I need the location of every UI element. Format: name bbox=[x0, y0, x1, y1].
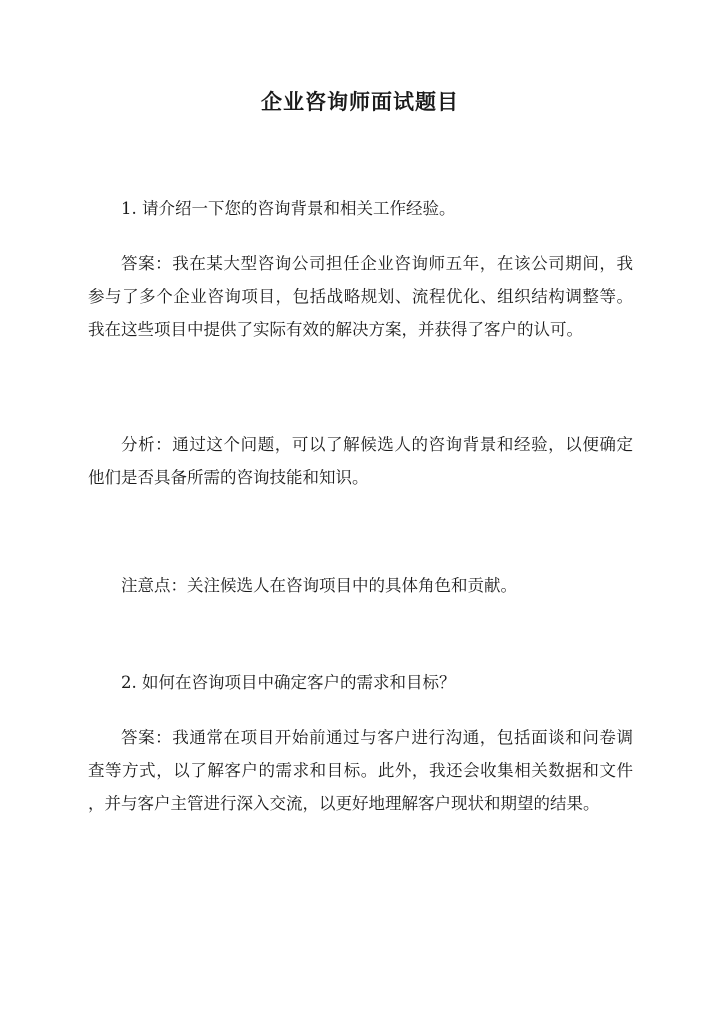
analysis-1-line: 分析：通过这个问题，可以了解候选人的咨询背景和经验，以便确定 bbox=[121, 435, 633, 454]
answer-1 bbox=[88, 247, 633, 346]
question-1-text: 1. 请介绍一下您的咨询背景和相关工作经验。 bbox=[121, 199, 456, 218]
analysis-1 bbox=[88, 428, 633, 494]
question-1 bbox=[88, 192, 633, 225]
document-title: 企业咨询师面试题目 bbox=[261, 89, 459, 114]
answer-1-line: 参与了多个企业咨询项目，包括战略规划、流程优化、组织结构调整等。 bbox=[88, 287, 633, 306]
answer-2-line: 查等方式，以了解客户的需求和目标。此外，我还会收集相关数据和文件 bbox=[88, 761, 633, 780]
note-1 bbox=[88, 569, 633, 602]
answer-2-line: ，并与客户主管进行深入交流，以更好地理解客户现状和期望的结果。 bbox=[88, 794, 600, 813]
answer-2 bbox=[88, 721, 633, 820]
note-1-text: 注意点：关注候选人在咨询项目中的具体角色和贡献。 bbox=[121, 576, 517, 595]
question-2 bbox=[88, 666, 633, 699]
answer-1-line: 答案：我在某大型咨询公司担任企业咨询师五年，在该公司期间，我 bbox=[121, 254, 633, 273]
analysis-1-line: 他们是否具备所需的咨询技能和知识。 bbox=[88, 468, 369, 487]
question-2-text: 2. 如何在咨询项目中确定客户的需求和目标？ bbox=[121, 673, 456, 692]
answer-2-line: 答案：我通常在项目开始前通过与客户进行沟通，包括面谈和问卷调 bbox=[121, 728, 633, 747]
answer-1-line: 我在这些项目中提供了实际有效的解决方案，并获得了客户的认可。 bbox=[88, 320, 583, 339]
